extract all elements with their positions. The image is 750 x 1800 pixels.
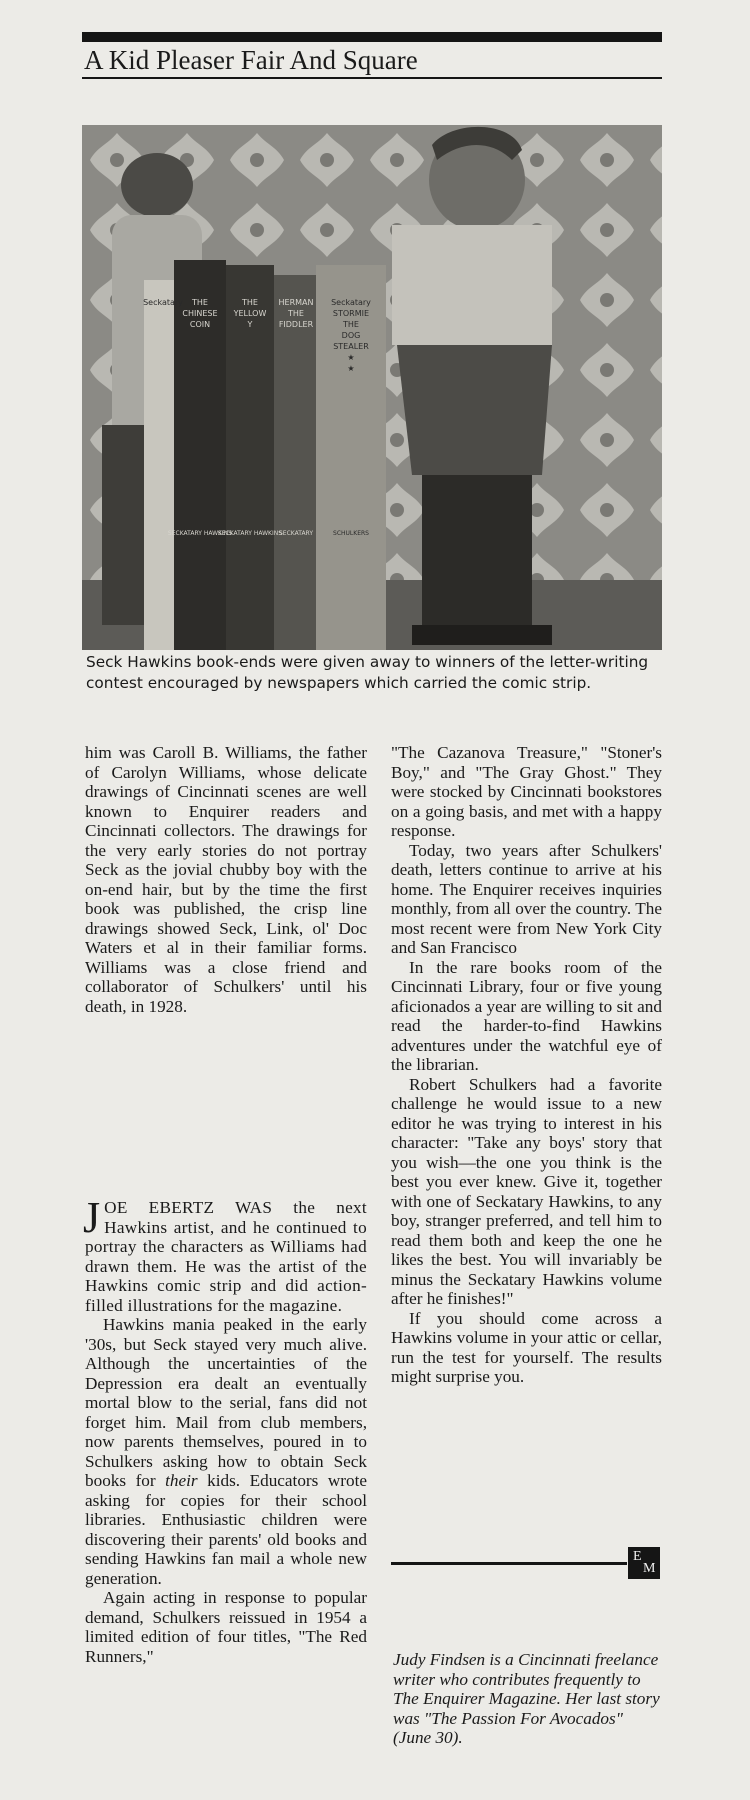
- photo-caption: Seck Hawkins book-ends were given away to winners of the letter-writing contest encouraged by newspapers which carried the comic strip.: [86, 653, 649, 692]
- spine-author: SCHULKERS: [333, 530, 369, 537]
- paragraph: "The Cazanova Treasure," "Stoner's Boy," and "The Gray Ghost." They were stocked by Cincinnati bookstores on a going basis, and met with a happy response.: [391, 743, 662, 840]
- spine-label: ★: [347, 353, 355, 362]
- spine-label: THE: [343, 320, 359, 329]
- spine-author: SECKATARY HAWKINS: [217, 530, 283, 537]
- spine-label: STEALER: [333, 342, 369, 351]
- spine-label: FIDDLER: [278, 320, 314, 329]
- spine-label: HERMAN: [278, 298, 314, 307]
- header-rule-thick: [82, 32, 662, 42]
- enquirer-magazine-end-mark: E M: [628, 1547, 660, 1579]
- book-row: [144, 260, 386, 650]
- paragraph: him was Caroll B. Williams, the father of Carolyn Williams, whose delicate drawings of Cincinnati scenes are well known to Enquirer readers and Cincinnati collectors. The drawings for the very early stories do not portray Seck as the jovial chubby boy with the on-end hair, but by the time the first book was published, the crisp line drawings showed Seck, Link, ol' Doc Waters et al in their familiar forms. Williams was a close friend and collaborator of Schulkers' until his death, in 1928.: [85, 743, 367, 1016]
- spine-label: THE: [192, 298, 208, 307]
- spine-label: STORMIE: [332, 309, 370, 318]
- paragraph: Today, two years after Schulkers' death, letters continue to arrive at his home. The Enquirer receives inquiries monthly, from all over the country. The most recent were from New York City and San Francisco: [391, 840, 662, 957]
- dropcap: J: [83, 1193, 101, 1242]
- spine-label: DOG: [341, 331, 361, 340]
- paragraph: [83, 1193, 367, 1315]
- emphasis: their: [165, 1471, 198, 1490]
- spine-label: THE: [288, 309, 304, 318]
- paragraph: If you should come across a Hawkins volume in your attic or cellar, run the test for yourself. The results might surprise you.: [391, 1308, 662, 1386]
- spine-label: CHINESE: [182, 309, 218, 318]
- column-left-top: [85, 743, 367, 1016]
- end-rule: [391, 1562, 627, 1565]
- paragraph: Hawkins mania peaked in the early '30s, but Seck stayed very much alive. Although the uncertainties of the Depression era dealt an eventually mortal blow to the serial, fans did not forget him. Mail from club members, now parents themselves, poured in to Schulkers asking how to obtain Seck books for their kids. Educators wrote asking for copies for their school libraries. Enthusiastic children were discovering their parents' old books and sending Hawkins fan mail a whole new generation.: [85, 1315, 367, 1588]
- headline: A Kid Pleaser Fair And Square: [84, 45, 418, 75]
- spine-label: Y: [247, 320, 253, 329]
- spine-author: SECKATARY: [278, 530, 314, 537]
- spine-label: ★: [347, 364, 355, 373]
- column-right: [391, 743, 662, 1387]
- lead-text: OE EBERTZ WAS the next Hawkins artist, and he continued to portray the characters as Williams had drawn them. He was the artist of the Hawkins comic strip and did action-filled illustrations for the magazine.: [85, 1198, 367, 1315]
- spine-label: YELLOW: [233, 309, 267, 318]
- author-bio: Judy Findsen is a Cincinnati freelance writer who contributes frequently to The Enquirer Magazine. Her last story was "The Passion For Avocados" (June 30).: [393, 1650, 660, 1747]
- column-left-bottom: [83, 1193, 367, 1666]
- spine-label: Seckatary: [331, 298, 371, 307]
- paragraph: Again acting in response to popular demand, Schulkers reissued in 1954 a limited edition of four titles, "The Red Runners,": [85, 1588, 367, 1666]
- spine-label: COIN: [189, 320, 211, 329]
- paragraph: In the rare books room of the Cincinnati Library, four or five young aficionados a year are willing to sit and read the harder-to-find Hawkins adventures under the watchful eye of the librarian.: [391, 957, 662, 1074]
- paragraph: Robert Schulkers had a favorite challenge he would issue to a new editor he was trying to interest in his character: "Take any boys' story that you wish—the one you think is the best you ever knew. Give it, together with one of Seckatary Hawkins, to any boy, stranger preferred, and tell him to read them both and keep the one he likes the best. You will invariably be minus the Seckatary Hawkins volume after he finishes!": [391, 1074, 662, 1308]
- previous-story-title: "The Passion For Avocados": [424, 1708, 623, 1728]
- spine-label: Seckatary: [143, 298, 183, 307]
- spine-author: SECKATARY HAWKINS: [167, 530, 233, 537]
- header-rule-thin: [82, 77, 662, 79]
- bookends-photo: [82, 125, 662, 650]
- spine-label: THE: [242, 298, 258, 307]
